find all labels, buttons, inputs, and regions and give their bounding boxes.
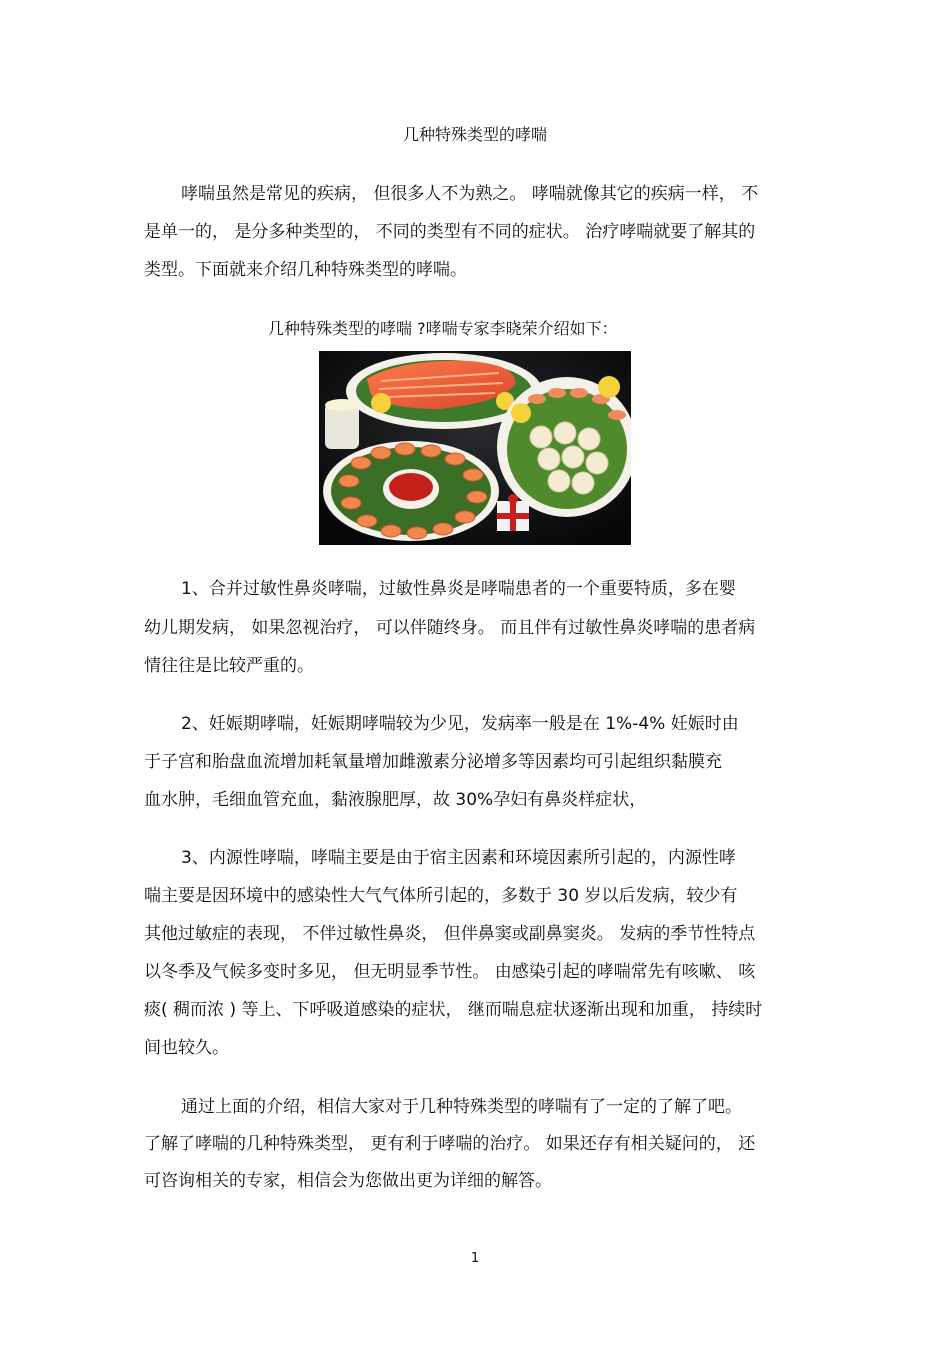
page-number: 1 [470, 1251, 480, 1266]
section-3-line-5: 痰( 稠而浓 ) 等上、下呼吸道感染的症状， 继而喘息症状逐渐出现和加重， 持续时 [144, 1000, 763, 1020]
section-2-line-3: 血水肿，毛细血管充血，黏液腺肥厚，故 30%孕妇有鼻炎样症状， [144, 790, 647, 810]
conclusion-line-1: 通过上面的介绍，相信大家对于几种特殊类型的哮喘有了一定的了解了吧。 [181, 1097, 742, 1117]
conclusion-line-2: 了解了哮喘的几种特殊类型， 更有利于哮喘的治疗。 如果还存有相关疑问的， 还 [144, 1134, 756, 1154]
section-2-line-1: 2、妊娠期哮喘，妊娠期哮喘较为少见，发病率一般是在 1%-4% 妊娠时由 [181, 714, 739, 734]
section-2-line-2: 于子宫和胎盘血流增加耗氧量增加雌激素分泌增多等因素均可引起组织黏膜充 [144, 752, 722, 772]
intro-line-1: 哮喘虽然是常见的疾病， 但很多人不为熟之。 哮喘就像其它的疾病一样， 不 [181, 184, 759, 204]
section-3-line-4: 以冬季及气候多变时多见， 但无明显季节性。 由感染引起的哮喘常先有咳嗽、 咳 [144, 962, 756, 982]
intro-line-3: 类型。下面就来介绍几种特殊类型的哮喘。 [144, 260, 467, 280]
section-3-line-1: 3、内源性哮喘，哮喘主要是由于宿主因素和环境因素所引起的，内源性哮 [181, 848, 736, 868]
section-3-line-6: 间也较久。 [144, 1038, 229, 1058]
seafood-platter-illustration [319, 351, 631, 545]
section-1-line-2: 幼儿期发病， 如果忽视治疗， 可以伴随终身。 而且伴有过敏性鼻炎哮喘的患者病 [144, 618, 756, 638]
seafood-platter-photo [319, 351, 631, 545]
section-1-line-1: 1、合并过敏性鼻炎哮喘，过敏性鼻炎是哮喘患者的一个重要特质，多在婴 [181, 579, 736, 599]
section-1-line-3: 情往往是比较严重的。 [144, 656, 314, 676]
intro-line-2: 是单一的， 是分多种类型的， 不同的类型有不同的症状。 治疗哮喘就要了解其的 [144, 222, 756, 242]
section-3-line-2: 喘主要是因环境中的感染性大气气体所引起的，多数于 30 岁以后发病，较少有 [144, 886, 738, 906]
document-title: 几种特殊类型的哮喘 [402, 125, 547, 144]
section-subtitle: 几种特殊类型的哮喘 ?哮喘专家李晓荣介绍如下： [268, 319, 618, 338]
section-3-line-3: 其他过敏症的表现， 不伴过敏性鼻炎， 但伴鼻窦或副鼻窦炎。 发病的季节性特点 [144, 924, 756, 944]
conclusion-line-3: 可咨询相关的专家，相信会为您做出更为详细的解答。 [144, 1171, 552, 1191]
